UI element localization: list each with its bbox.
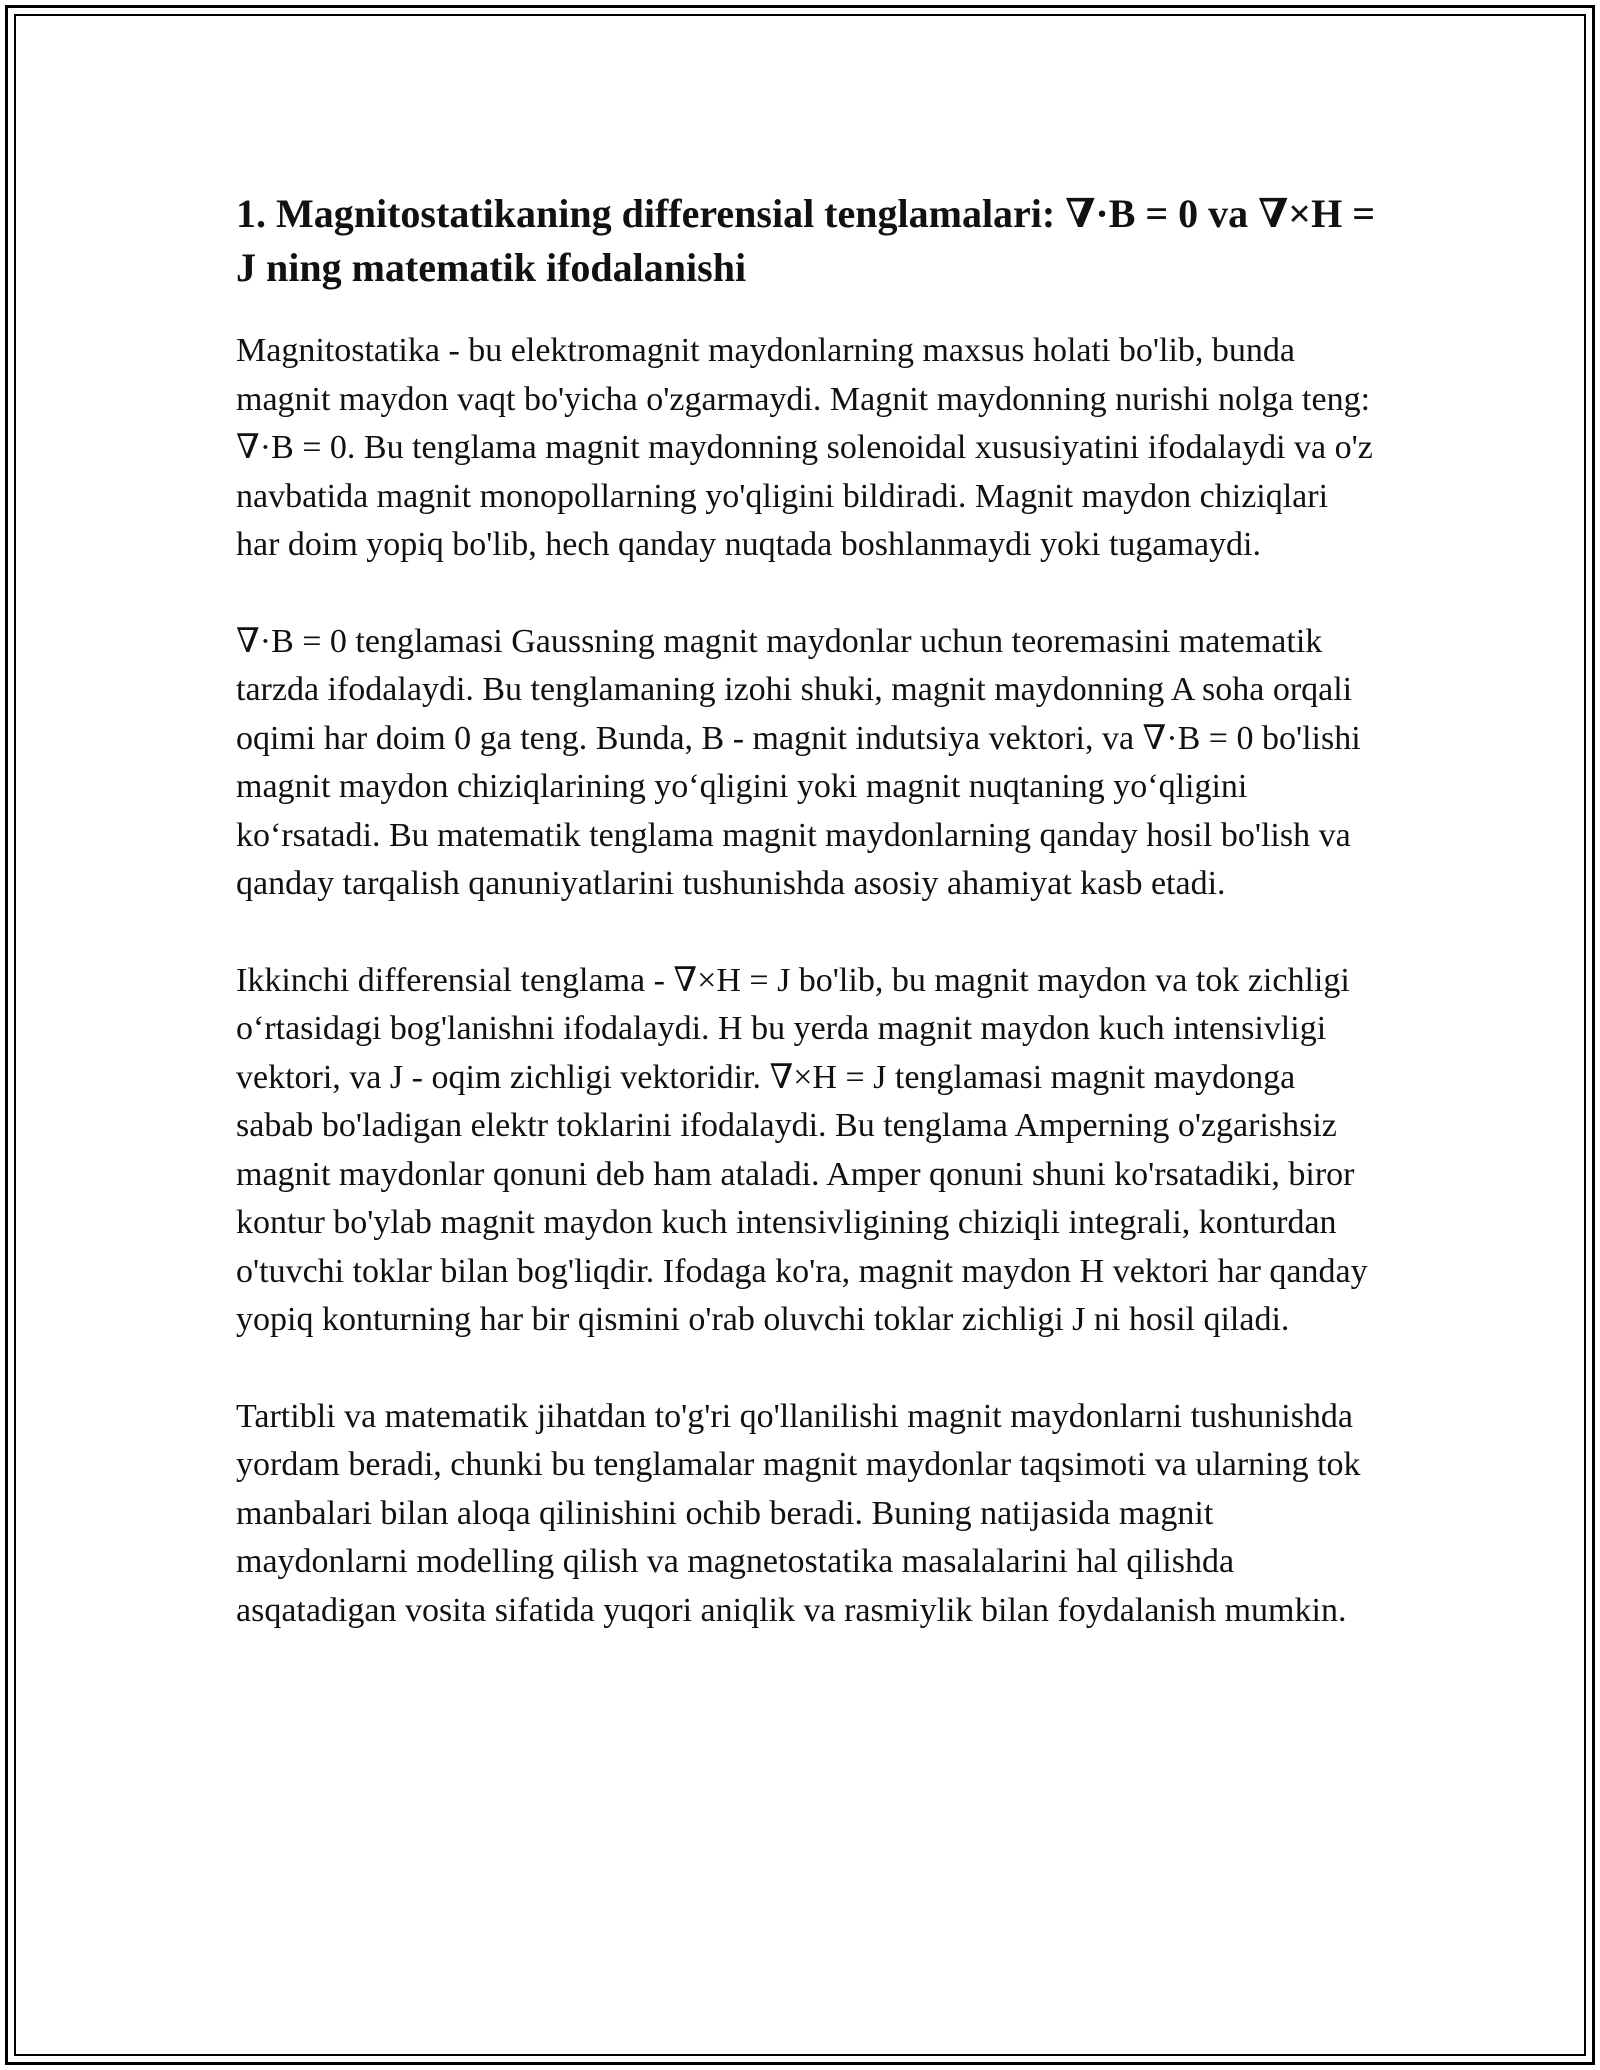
section-heading: 1. Magnitostatikaning differensial tenglamalari: ∇·B = 0 va ∇×H = J ning matematik ifodalanishi — [236, 191, 1375, 290]
paragraph-2: ∇·B = 0 tenglamasi Gaussning magnit maydonlar uchun teoremasini matematik tarzda ifodalaydi. Bu tenglamaning izohi shuki, magnit maydonning A soha orqali oqimi har doim 0 ga teng. Bunda, B - magnit indutsiya vektori, va ∇·B = 0 bo'lishi magnit maydon chiziqlarining yo‘qligini yoki magnit nuqtaning yo‘qligini ko‘rsatadi. Bu matematik tenglama magnit maydonlarning qanday hosil bo'lish va qanday tarqalish qanuniyatlarini tushunishda asosiy ahamiyat kasb etadi. — [236, 622, 1361, 902]
document-body — [236, 187, 1376, 1683]
paragraph-1: Magnitostatika - bu elektromagnit maydonlarning maxsus holati bo'lib, bunda magnit maydon vaqt bo'yicha o'zgarmaydi. Magnit maydonning nurishi nolga teng: ∇·B = 0. Bu tenglama magnit maydonning solenoidal xususiyatini ifodalaydi va o'z navbatida magnit monopollarning yo'qligini bildiradi. Magnit maydon chiziqlari har doim yopiq bo'lib, hech qanday nuqtada boshlanmaydi yoki tugamaydi. — [236, 332, 1373, 563]
paragraph-3: Ikkinchi differensial tenglama - ∇×H = J bo'lib, bu magnit maydon va tok zichligi o‘rtasidagi bog'lanishni ifodalaydi. H bu yerda magnit maydon kuch intensivligi vektori, va J - oqim zichligi vektoridir. ∇×H = J tenglamasi magnit maydonga sabab bo'ladigan elektr toklarini ifodalaydi. Bu tenglama Amperning o'zgarishsiz magnit maydonlar qonuni deb ham ataladi. Amper qonuni shuni ko'rsatadiki, biror kontur bo'ylab magnit maydon kuch intensivligining chiziqli integrali, konturdan o'tuvchi toklar bilan bog'liqdir. Ifodaga ko'ra, magnit maydon H vektori har qanday yopiq konturning har bir qismini o'rab oluvchi toklar zichligi J ni hosil qiladi. — [236, 961, 1368, 1338]
paragraph-4: Tartibli va matematik jihatdan to'g'ri qo'llanilishi magnit maydonlarni tushunishda yordam beradi, chunki bu tenglamalar magnit maydonlar taqsimoti va ularning tok manbalari bilan aloqa qilinishini ochib beradi. Buning natijasida magnit maydonlarni modelling qilish va magnetostatika masalalarini hal qilishda asqatadigan vosita sifatida yuqori aniqlik va rasmiylik bilan foydalanish mumkin. — [236, 1397, 1361, 1629]
